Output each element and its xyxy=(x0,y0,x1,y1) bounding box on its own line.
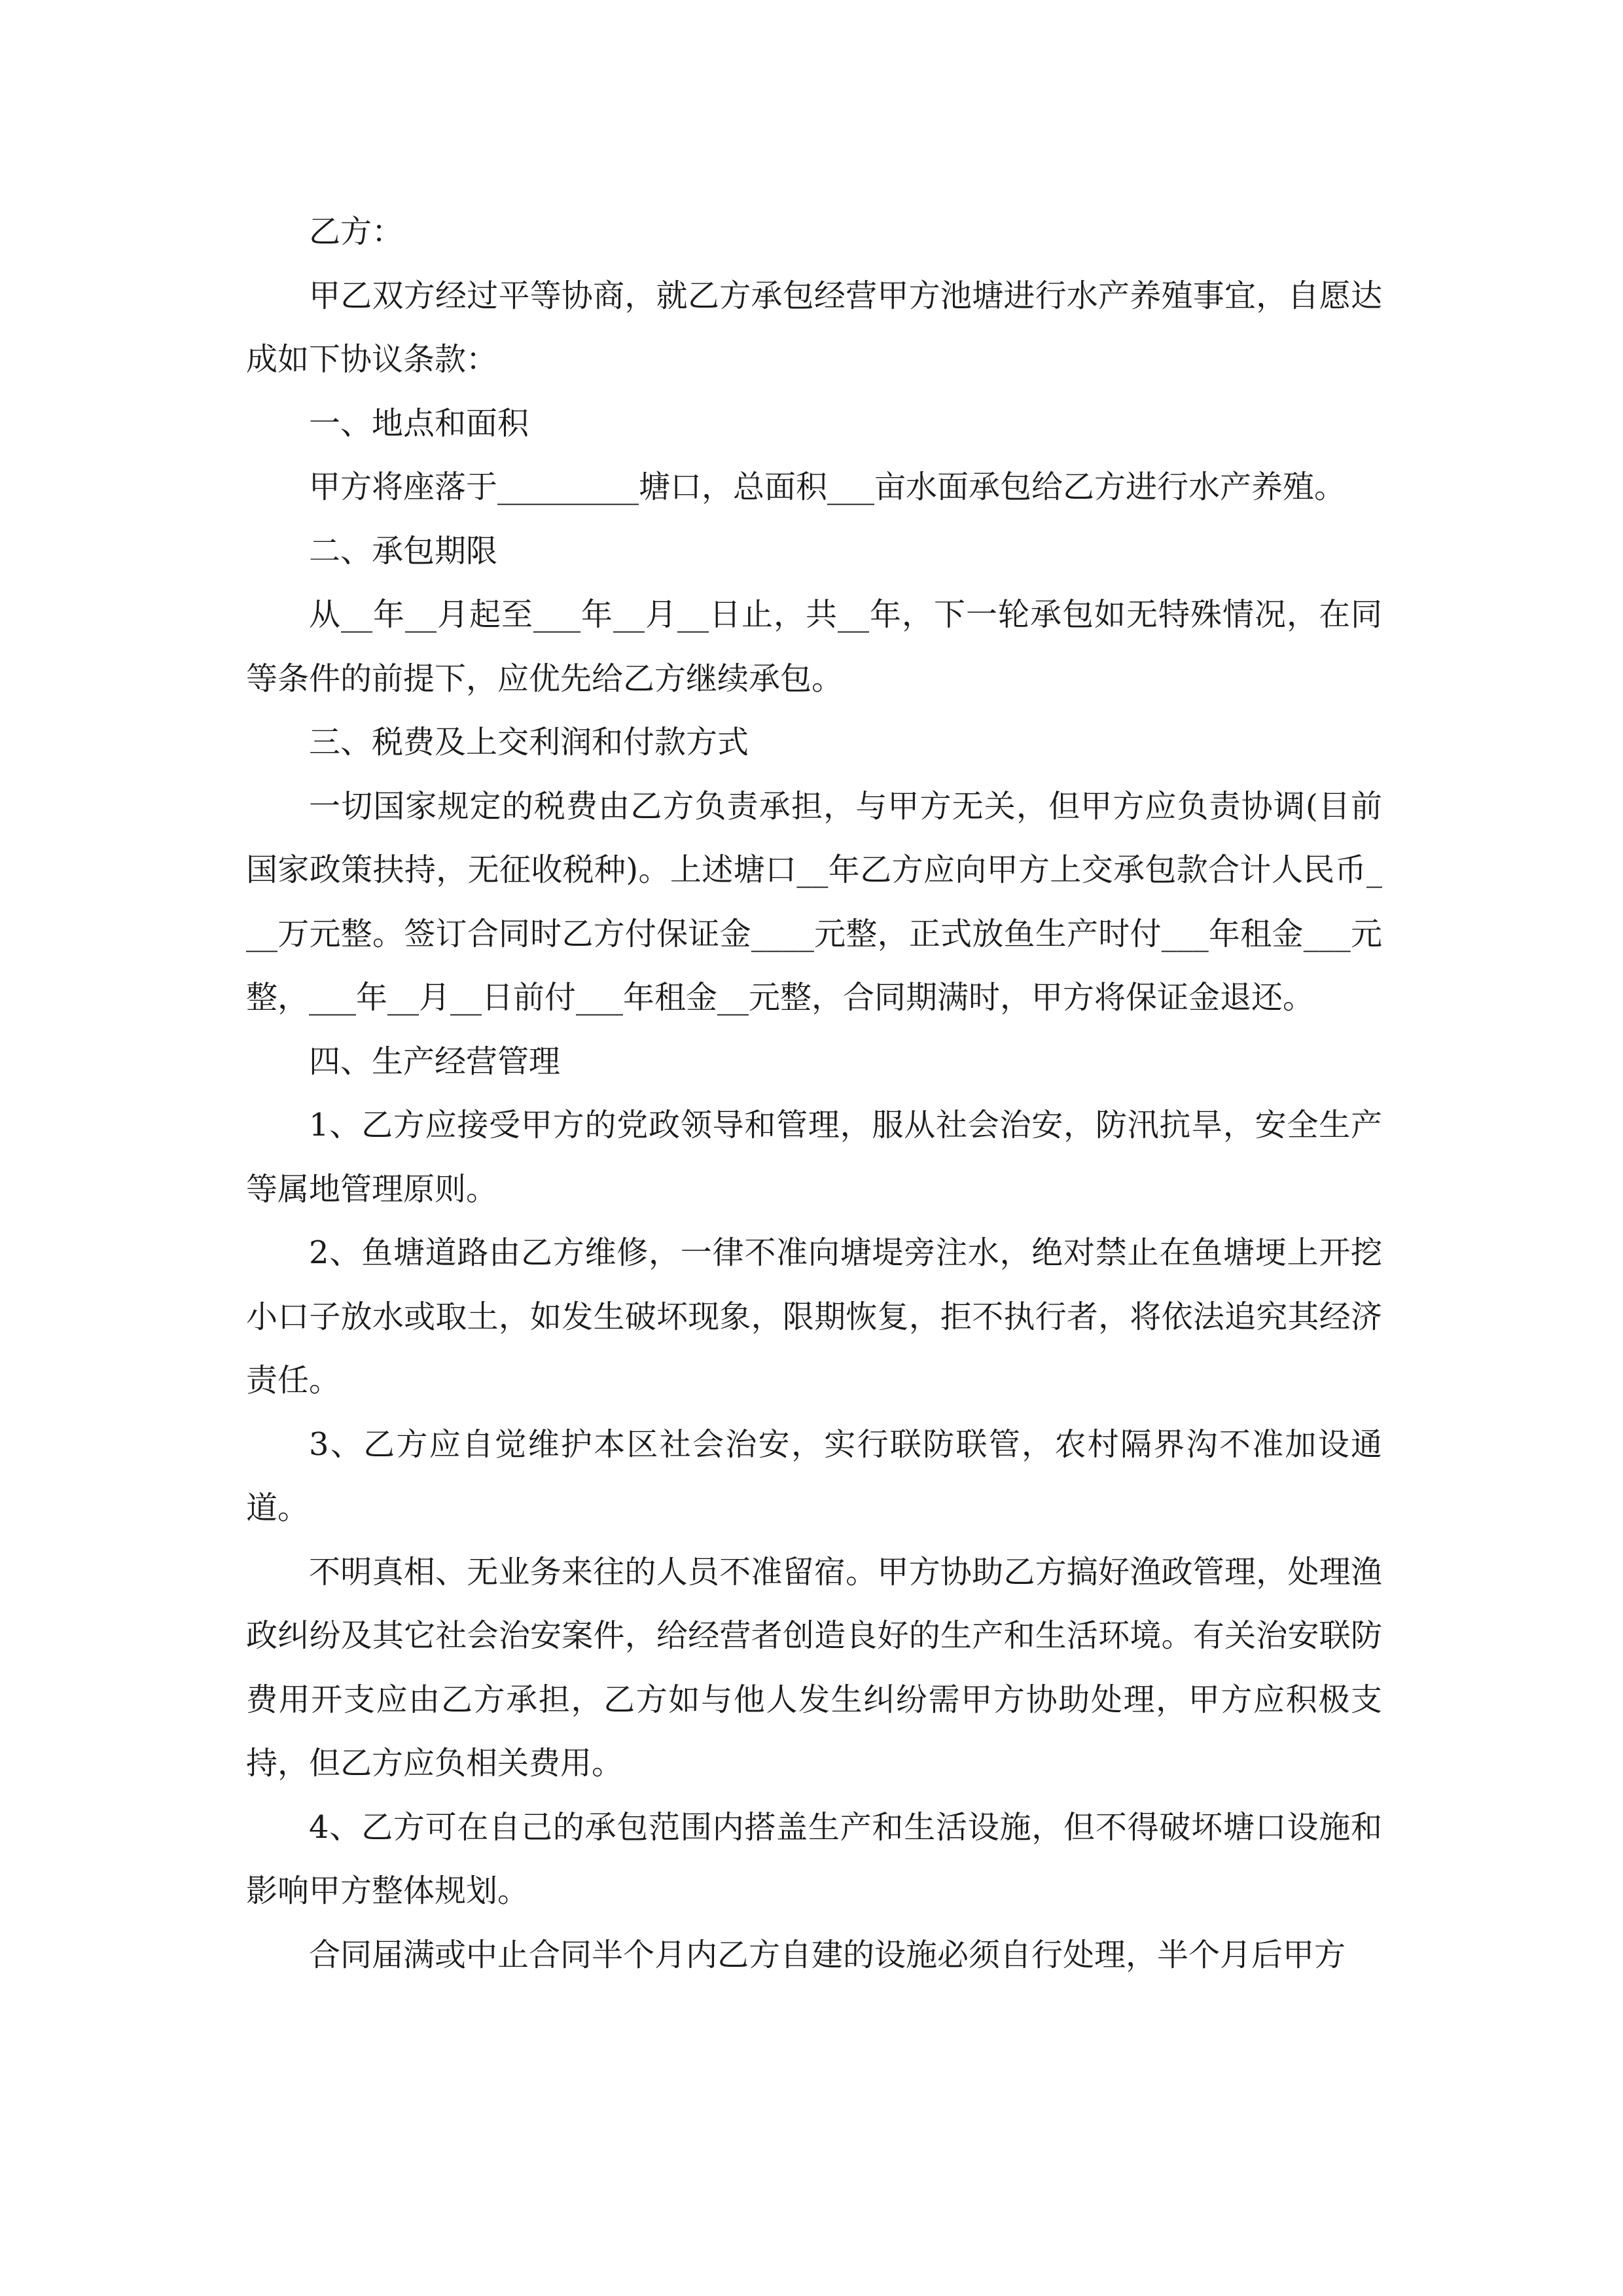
management-clause-2: 2、鱼塘道路由乙方维修，一律不准向塘堤旁注水，绝对禁止在鱼塘埂上开挖小口子放水或取土，如发生破坏现象，限期恢复，拒不执行者，将依法追究其经济责任。 xyxy=(246,1234,1382,1399)
taxes-payment-paragraph: 一切国家规定的税费由乙方负责承担，与甲方无关，但甲方应负责协调(目前国家政策扶持，无征收税种)。上述塘口__年乙方应向甲方上交承包款合计人民币___万元整。签订合同时乙方付保证金____元整，正式放鱼生产时付___年租金___元整，___年__月__日前付___年租金__元整，合同期满时，甲方将保证金退还。 xyxy=(246,787,1382,1016)
management-clause-3-continued: 不明真相、无业务来往的人员不准留宿。甲方协助乙方搞好渔政管理，处理渔政纠纷及其它社会治安案件，给经营者创造良好的生产和生活环境。有关治安联防费用开支应由乙方承担，乙方如与他人发生纠纷需甲方协助处理，甲方应积极支持，但乙方应负相关费用。 xyxy=(246,1553,1382,1782)
contract-body xyxy=(246,200,1382,1987)
party-b-label: 乙方： xyxy=(309,213,404,250)
management-clause-3: 3、乙方应自觉维护本区社会治安，实行联防联管，农村隔界沟不准加设通道。 xyxy=(246,1426,1382,1526)
management-clause-4: 4、乙方可在自己的承包范围内搭盖生产和生活设施，但不得破坏塘口设施和影响甲方整体规划。 xyxy=(246,1808,1382,1909)
management-clause-4-continued: 合同届满或中止合同半个月内乙方自建的设施必须自行处理，半个月后甲方 xyxy=(309,1936,1346,1973)
section-heading-management: 四、生产经营管理 xyxy=(309,1043,561,1080)
section-heading-location-area: 一、地点和面积 xyxy=(309,404,529,442)
management-clause-1: 1、乙方应接受甲方的党政领导和管理，服从社会治安，防汛抗旱，安全生产等属地管理原则。 xyxy=(246,1107,1382,1208)
section-heading-taxes-payment: 三、税费及上交利润和付款方式 xyxy=(309,724,749,761)
location-area-paragraph: 甲方将座落于_________塘口，总面积___亩水面承包给乙方进行水产养殖。 xyxy=(309,469,1346,505)
section-heading-term: 二、承包期限 xyxy=(309,532,498,569)
preamble-paragraph: 甲乙双方经过平等协商，就乙方承包经营甲方池塘进行水产养殖事宜，自愿达成如下协议条款： xyxy=(246,277,1382,378)
term-paragraph: 从__年__月起至___年__月__日止，共__年，下一轮承包如无特殊情况，在同等条件的前提下，应优先给乙方继续承包。 xyxy=(246,596,1382,697)
